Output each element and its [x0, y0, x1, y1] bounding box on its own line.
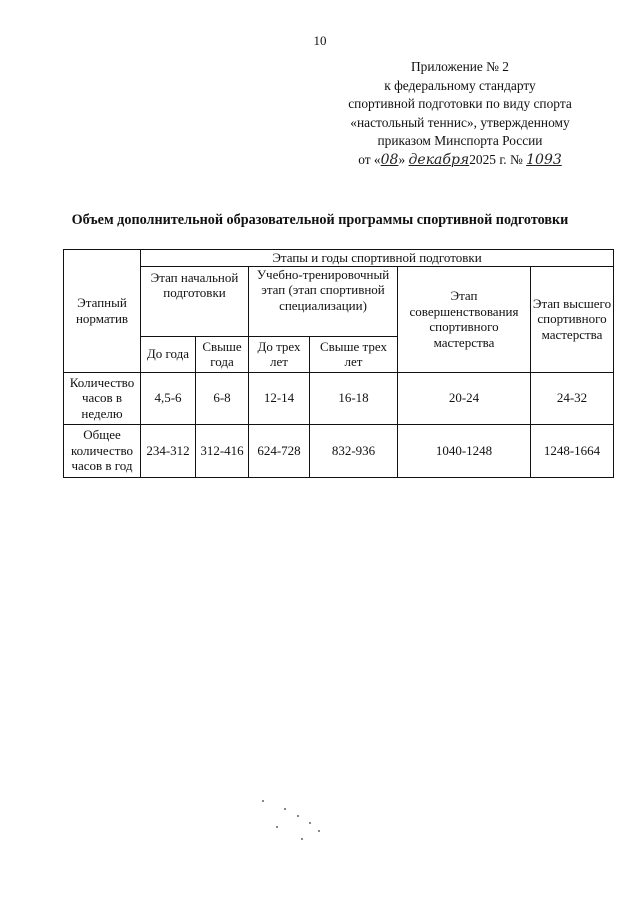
- header-stage-highest: Этап высшего спортивного мастерства: [531, 266, 614, 372]
- table-cell: 4,5-6: [141, 372, 196, 424]
- handwritten-order-number: 1093: [526, 151, 562, 168]
- year-text: 2025 г. №: [469, 151, 523, 167]
- header-stages-group: Этапы и годы спортивной подготовки: [141, 250, 614, 267]
- table-row: [64, 372, 614, 424]
- appendix-line-1: Приложение № 2: [410, 59, 510, 74]
- header-stage-improvement: Этап совершенствования спортивного мастерства: [398, 266, 531, 372]
- order-date-line: [300, 151, 620, 170]
- date-prefix: от «: [358, 151, 381, 167]
- table-cell: 20-24: [398, 372, 531, 424]
- header-stage-initial: Этап начальной подготовки: [141, 266, 249, 336]
- header-initial-over-year: Свыше года: [196, 336, 249, 372]
- training-volume-table: [63, 249, 614, 478]
- handwritten-month: декабря: [408, 151, 470, 168]
- header-initial-up-to-year: До года: [141, 336, 196, 372]
- table-cell: 312-416: [196, 424, 249, 477]
- table-cell: 16-18: [310, 372, 398, 424]
- header-norm: Этапный норматив: [64, 250, 141, 373]
- appendix-line-4: «настольный теннис», утвержденному: [350, 114, 570, 130]
- table-cell: 1248-1664: [531, 424, 614, 477]
- row-label: Количество часов в неделю: [64, 372, 141, 424]
- table-cell: 832-936: [310, 424, 398, 477]
- row-label: Общее количество часов в год: [64, 424, 141, 477]
- date-mid: »: [398, 151, 406, 167]
- table-cell: 24-32: [531, 372, 614, 424]
- appendix-line-3: спортивной подготовки по виду спорта: [348, 96, 572, 111]
- table-cell: 624-728: [249, 424, 310, 477]
- header-training-over-three: Свыше трех лет: [310, 336, 398, 372]
- page-number: 10: [313, 33, 327, 48]
- appendix-line-5: приказом Минспорта России: [377, 133, 543, 148]
- table-cell: 234-312: [141, 424, 196, 477]
- appendix-line-2: к федеральному стандарту: [384, 77, 536, 93]
- appendix-header: [300, 58, 620, 169]
- handwritten-day: 08: [380, 151, 399, 168]
- table-cell: 1040-1248: [398, 424, 531, 477]
- table-cell: 12-14: [249, 372, 310, 424]
- table-row: [64, 424, 614, 477]
- header-training-up-to-three: До трех лет: [249, 336, 310, 372]
- table-cell: 6-8: [196, 372, 249, 424]
- header-stage-training: Учебно-тренировочный этап (этап спортивной специализации): [249, 266, 398, 336]
- document-title: Объем дополнительной образовательной программы спортивной подготовки: [71, 212, 569, 228]
